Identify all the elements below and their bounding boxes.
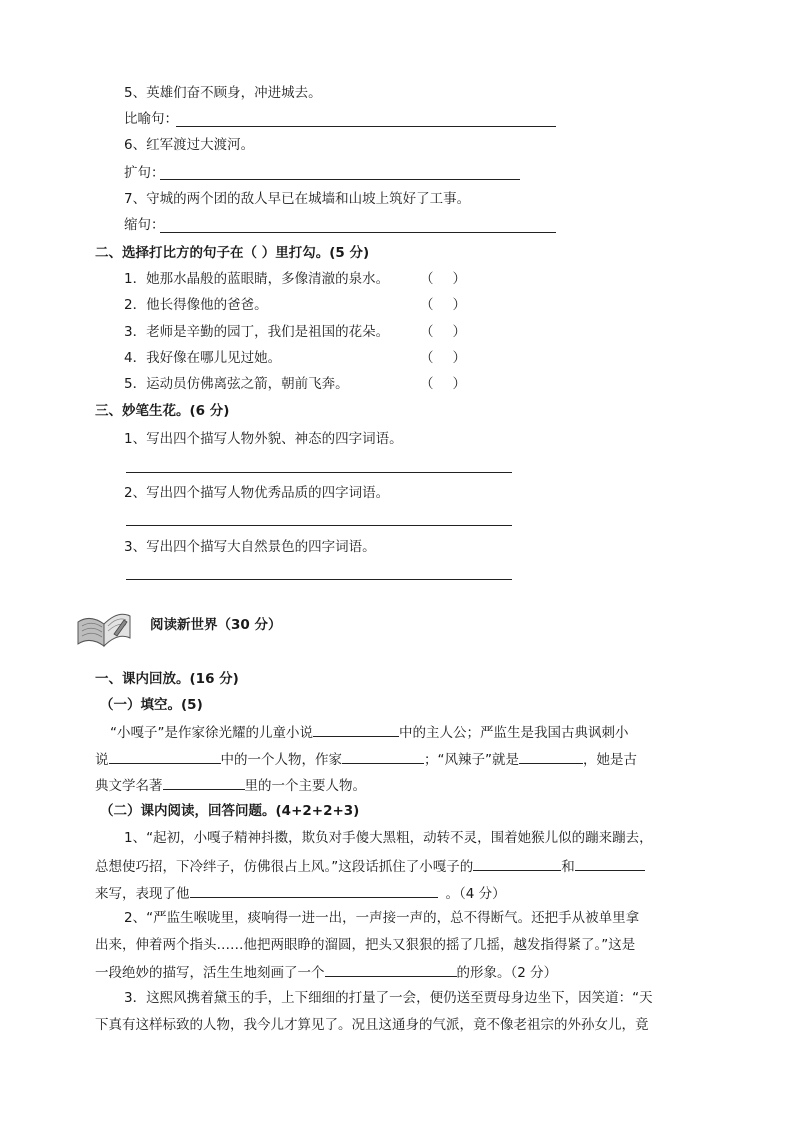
shrink-label: 缩句：	[124, 217, 165, 233]
expand-label: 扩句：	[124, 165, 165, 181]
section2-item-3: 3．老师是辛勤的园丁，我们是祖国的花朵。	[124, 324, 390, 340]
blank-author[interactable]	[342, 749, 424, 764]
section3-item-2: 2、写出四个描写人物优秀品质的四字词语。	[124, 485, 390, 501]
section2-title: 二、选择打比方的句子在（ ）里打勾。(5 分)	[95, 245, 370, 261]
blank-q1-c[interactable]	[190, 883, 438, 898]
section2-item-4: 4．我好像在哪儿见过她。	[124, 350, 282, 366]
answer-line-s3-3[interactable]	[126, 579, 512, 580]
blank-novel-title[interactable]	[313, 722, 399, 737]
q1-line-1: 1、“起初，小嘎子精神抖擞，欺负对手傻大黑粗，动转不灵，围着她猴儿似的蹦来蹦去，	[124, 830, 653, 846]
section3-item-3: 3、写出四个描写大自然景色的四字词语。	[124, 539, 376, 555]
blank-satire-novel[interactable]	[109, 749, 221, 764]
answer-line-5[interactable]	[176, 126, 556, 127]
q3-line-1: 3．这熙风携着黛玉的手，上下细细的打量了一会，便仍送至贾母身边坐下，因笑道：“天	[124, 990, 653, 1006]
fill-line-3: 典文学名著 里的一个主要人物。	[95, 775, 366, 795]
fill-line-1: “小嘎子”是作家徐光耀的儿童小说 中的主人公；严监生是我国古典讽刺小	[110, 722, 629, 742]
blank-q1-a[interactable]	[473, 856, 561, 871]
simile-label: 比喻句：	[124, 111, 178, 127]
section2-item-2: 2．他长得像他的爸爸。	[124, 297, 268, 313]
answer-line-6[interactable]	[160, 179, 520, 180]
blank-q1-b[interactable]	[575, 856, 645, 871]
q2-line-3: 一段绝妙的描写，活生生地刻画了一个 的形象。（2 分）	[95, 962, 557, 982]
section2-item-1: 1．她那水晶般的蓝眼睛，多像清澈的泉水。	[124, 271, 390, 287]
reading-sub1: 一、课内回放。(16 分)	[95, 671, 239, 687]
q2-line-1: 2、“严监生喉咙里，痰响得一进一出，一声接一声的，总不得断气。还把手从被单里拿	[124, 910, 640, 926]
section3-item-1: 1、写出四个描写人物外貌、神态的四字词语。	[124, 431, 403, 447]
answer-line-s3-1[interactable]	[126, 472, 512, 473]
question-7: 7、守城的两个团的敌人早已在城墙和山坡上筑好了工事。	[124, 191, 471, 207]
qa-title: （二）课内阅读，回答问题。(4+2+2+3)	[100, 803, 360, 819]
q1-line-3: 来写，表现了他 。（4 分）	[95, 883, 506, 903]
answer-line-7[interactable]	[160, 232, 556, 233]
answer-line-s3-2[interactable]	[126, 525, 512, 526]
question-5: 5、英雄们奋不顾身，冲进城去。	[124, 85, 322, 101]
question-6: 6、红军渡过大渡河。	[124, 137, 255, 153]
fill-line-2: 说 中的一个人物，作家 ；“风辣子”就是 ，她是古	[95, 749, 637, 769]
blank-q2[interactable]	[325, 962, 457, 977]
section3-title: 三、妙笔生花。(6 分)	[95, 403, 230, 419]
q1-line-2: 总想使巧招，下冷绊子，仿佛很占上风。”这段话抓住了小嘎子的 和	[95, 856, 645, 876]
q3-line-2: 下真有这样标致的人物，我今儿才算见了。况且这通身的气派，竟不像老祖宗的外孙女儿，竟	[95, 1017, 649, 1033]
open-book-icon	[74, 604, 134, 650]
fill-title: （一）填空。(5)	[100, 697, 203, 713]
blank-classic-title[interactable]	[163, 775, 245, 790]
blank-character[interactable]	[519, 749, 583, 764]
q2-line-2: 出来，伸着两个指头……他把两眼睁的溜圆，把头又狠狠的摇了几摇，越发指得紧了。”这是	[95, 937, 636, 953]
reading-header: 阅读新世界（30 分）	[150, 617, 282, 633]
section2-item-5: 5．运动员仿佛离弦之箭，朝前飞奔。	[124, 376, 349, 392]
